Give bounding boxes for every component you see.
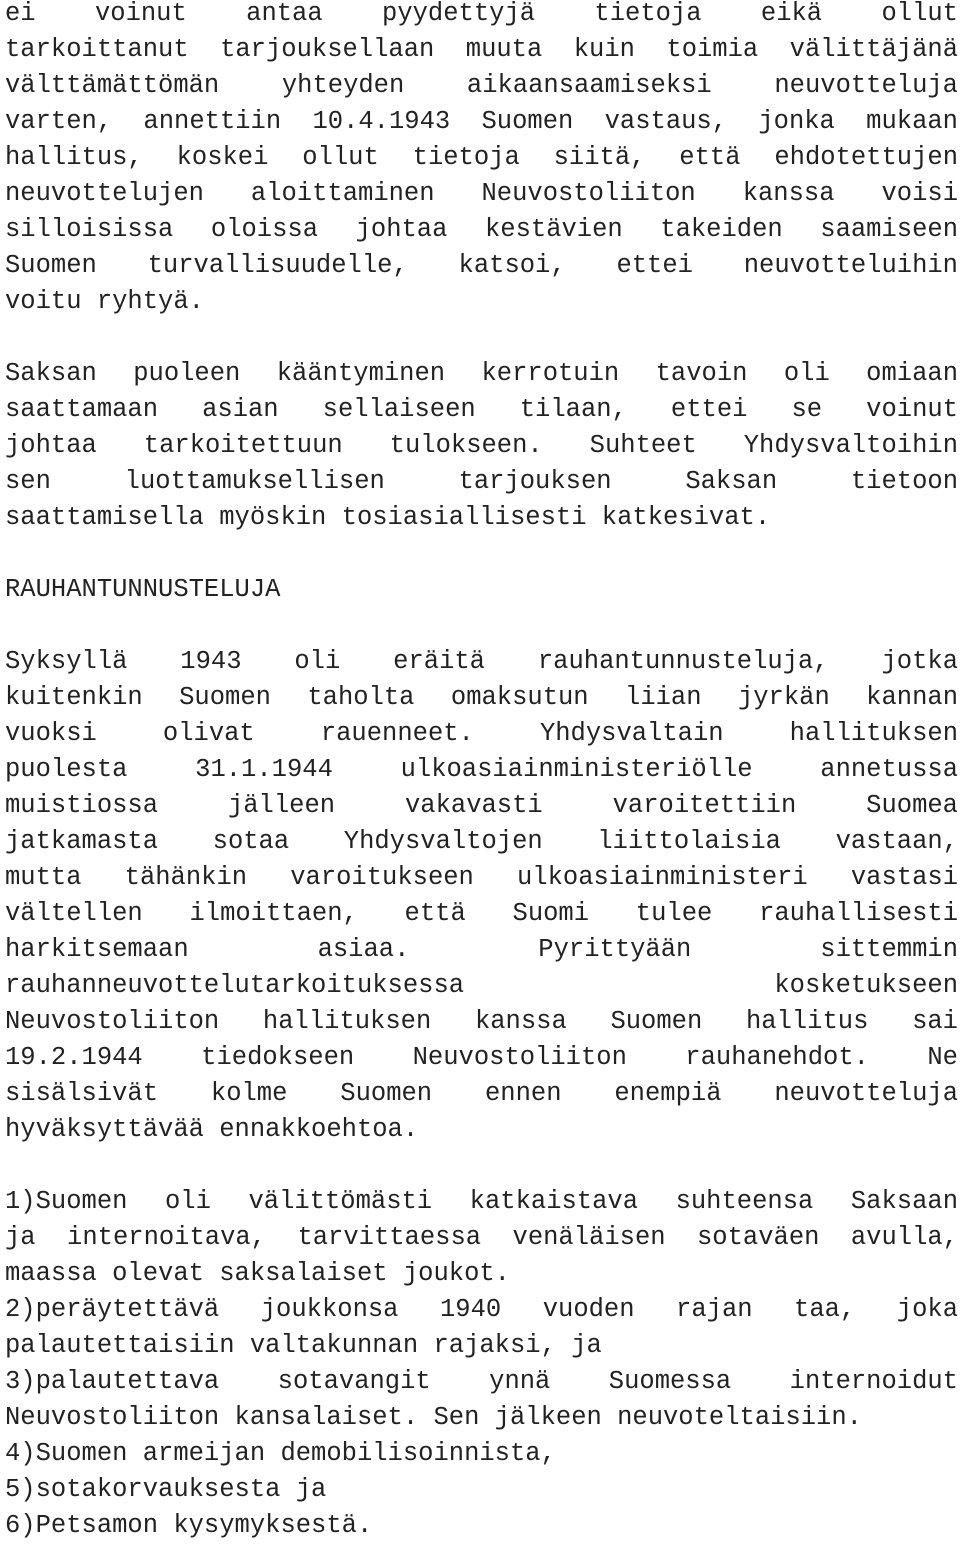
text-line: rauhanneuvottelutarkoituksessa kosketukseen <box>5 971 958 1000</box>
text-line: jatkamasta sotaa Yhdysvaltojen liittolaisia vastaan, <box>5 827 958 856</box>
text-line: Neuvostoliiton hallituksen kanssa Suomen hallitus sai <box>5 1007 958 1036</box>
text-line: RAUHANTUNNUSTELUJA <box>5 575 281 604</box>
text-line: vältellen ilmoittaen, että Suomi tulee rauhallisesti <box>5 899 958 928</box>
text-line: vuoksi olivat rauenneet. Yhdysvaltain hallituksen <box>5 719 958 748</box>
text-line: johtaa tarkoitettuun tulokseen. Suhteet Yhdysvaltoihin <box>5 431 958 460</box>
text-line: sen luottamuksellisen tarjouksen Saksan tietoon <box>5 467 958 496</box>
text-line: tarkoittanut tarjouksellaan muuta kuin toimia välittäjänä <box>5 35 958 64</box>
text-line: ei voinut antaa pyydettyjä tietoja eikä ollut <box>5 0 958 28</box>
text-line: 2)peräytettävä joukkonsa 1940 vuoden rajan taa, joka <box>5 1295 958 1324</box>
text-line: mutta tähänkin varoitukseen ulkoasiainministeri vastasi <box>5 863 958 892</box>
text-line: 5)sotakorvauksesta ja <box>5 1475 327 1504</box>
text-line: saattamisella myöskin tosiasiallisesti katkesivat. <box>5 503 771 532</box>
text-line: ja internoitava, tarvittaessa venäläisen sotaväen avulla, <box>5 1223 958 1252</box>
text-line: 3)palautettava sotavangit ynnä Suomessa internoidut <box>5 1367 958 1396</box>
text-line: Saksan puoleen kääntyminen kerrotuin tavoin oli omiaan <box>5 359 958 388</box>
text-line: neuvottelujen aloittaminen Neuvostoliiton kanssa voisi <box>5 179 958 208</box>
text-line: varten, annettiin 10.4.1943 Suomen vastaus, jonka mukaan <box>5 107 958 136</box>
text-line: 19.2.1944 tiedokseen Neuvostoliiton rauhanehdot. Ne <box>5 1043 958 1072</box>
text-line: 6)Petsamon kysymyksestä. <box>5 1511 373 1540</box>
text-line: palautettaisiin valtakunnan rajaksi, ja <box>5 1331 602 1360</box>
text-line: hyväksyttävää ennakkoehtoa. <box>5 1115 419 1144</box>
text-line: Syksyllä 1943 oli eräitä rauhantunnusteluja, jotka <box>5 647 958 676</box>
text-line: voitu ryhtyä. <box>5 287 204 316</box>
text-line: saattamaan asian sellaiseen tilaan, ettei se voinut <box>5 395 958 424</box>
text-line: 4)Suomen armeijan demobilisoinnista, <box>5 1439 556 1468</box>
text-line: muistiossa jälleen vakavasti varoitettiin Suomea <box>5 791 958 820</box>
text-line: Neuvostoliiton kansalaiset. Sen jälkeen neuvoteltaisiin. <box>5 1403 862 1432</box>
text-line: maassa olevat saksalaiset joukot. <box>5 1259 510 1288</box>
text-line: sisälsivät kolme Suomen ennen enempiä neuvotteluja <box>5 1079 958 1108</box>
text-line: silloisissa oloissa johtaa kestävien takeiden saamiseen <box>5 215 958 244</box>
text-line: Suomen turvallisuudelle, katsoi, ettei neuvotteluihin <box>5 251 958 280</box>
text-line: 1)Suomen oli välittömästi katkaistava suhteensa Saksaan <box>5 1187 958 1216</box>
text-line: välttämättömän yhteyden aikaansaamiseksi neuvotteluja <box>5 71 958 100</box>
text-line: puolesta 31.1.1944 ulkoasiainministeriölle annetussa <box>5 755 958 784</box>
text-line: kuitenkin Suomen taholta omaksutun liian jyrkän kannan <box>5 683 958 712</box>
text-line: harkitsemaan asiaa. Pyrittyään sittemmin <box>5 935 958 964</box>
text-line: hallitus, koskei ollut tietoja siitä, että ehdotettujen <box>5 143 958 172</box>
